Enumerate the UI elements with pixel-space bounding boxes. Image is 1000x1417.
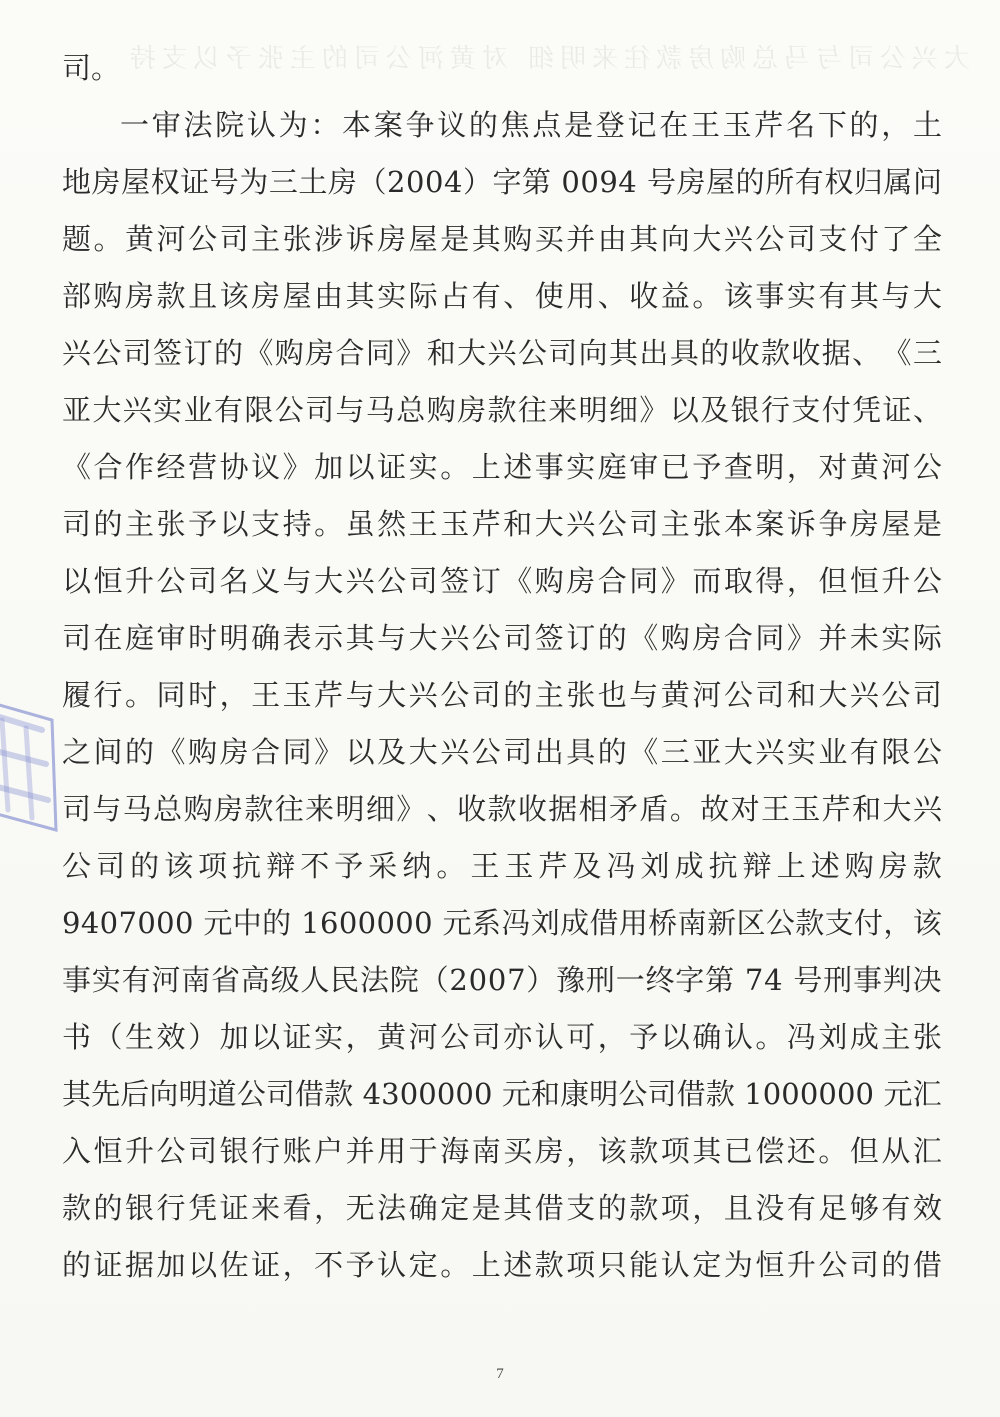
- text-line: 部 购 房 款 且 该 房 屋 由 其 实 际 占 有 、 使 用 、 收 益 。 该 事 实 有 其 与 大: [62, 279, 942, 313]
- text-line: 《 合 作 经 营 协 议 》 加 以 证 实 。 上 述 事 实 庭 审 已 予 查 明 ， 对 黄 河 公: [62, 450, 942, 484]
- page-number: 7: [496, 1366, 504, 1382]
- text-line: 一 审 法 院 认 为 ： 本 案 争 议 的 焦 点 是 登 记 在 王 玉 芹 名 下 的 ， 土: [120, 108, 942, 142]
- text-line: 司 与 马 总 购 房 款 往 来 明 细 》 、 收 款 收 据 相 矛 盾 。 故 对 王 玉 芹 和 大 兴: [62, 792, 942, 826]
- show-through-text: 大兴公司与马总购房款往来明细 对黄河公司的主张予以支持: [123, 44, 970, 74]
- body-text: [62, 40, 942, 1294]
- text-line: 地 房 屋 权 证 号 为 三 土 房 （ 2 0 0 4 ） 字 第 0 0 9 4 号 房 屋 的 所 有 权 归 属 问: [62, 165, 942, 199]
- text-line: 事 实 有 河 南 省 高 级 人 民 法 院 （ 2 0 0 7 ） 豫 刑 一 终 字 第 7 4 号 刑 事 判 决: [62, 963, 942, 997]
- text-line: 款 的 银 行 凭 证 来 看 ， 无 法 确 定 是 其 借 支 的 款 项 ， 且 没 有 足 够 有 效: [62, 1191, 942, 1225]
- text-line: 兴 公 司 签 订 的 《 购 房 合 同 》 和 大 兴 公 司 向 其 出 具 的 收 款 收 据 、 《 三: [62, 336, 942, 370]
- text-line: 入 恒 升 公 司 银 行 账 户 并 用 于 海 南 买 房 ， 该 款 项 其 已 偿 还 。 但 从 汇: [62, 1134, 942, 1168]
- text-line: 司 的 主 张 予 以 支 持 。 虽 然 王 玉 芹 和 大 兴 公 司 主 张 本 案 诉 争 房 屋 是: [62, 507, 942, 541]
- text-line: 司。: [62, 51, 121, 85]
- text-line: 其 先 后 向 明 道 公 司 借 款 4 3 0 0 0 0 0 元 和 康 明 公 司 借 款 1 0 0 0 0 0 0 元 汇: [62, 1077, 942, 1111]
- text-line: 的 证 据 加 以 佐 证 ， 不 予 认 定 。 上 述 款 项 只 能 认 定 为 恒 升 公 司 的 借: [62, 1248, 942, 1282]
- text-line: 公 司 的 该 项 抗 辩 不 予 采 纳 。 王 玉 芹 及 冯 刘 成 抗 辩 上 述 购 房 款: [62, 849, 942, 883]
- text-line: 司 在 庭 审 时 明 确 表 示 其 与 大 兴 公 司 签 订 的 《 购 房 合 同 》 并 未 实 际: [62, 621, 942, 655]
- text-line: 以 恒 升 公 司 名 义 与 大 兴 公 司 签 订 《 购 房 合 同 》 而 取 得 ， 但 恒 升 公: [62, 564, 942, 598]
- seal-stamp: [0, 690, 60, 840]
- text-line: 之 间 的 《 购 房 合 同 》 以 及 大 兴 公 司 出 具 的 《 三 亚 大 兴 实 业 有 限 公: [62, 735, 942, 769]
- text-line: 9 4 0 7 0 0 0 元 中 的 1 6 0 0 0 0 0 元 系 冯 刘 成 借 用 桥 南 新 区 公 款 支 付 ， 该: [62, 906, 942, 940]
- text-line: 题 。 黄 河 公 司 主 张 涉 诉 房 屋 是 其 购 买 并 由 其 向 大 兴 公 司 支 付 了 全: [62, 222, 942, 256]
- text-line: 亚 大 兴 实 业 有 限 公 司 与 马 总 购 房 款 往 来 明 细 》 以 及 银 行 支 付 凭 证 、: [62, 393, 942, 427]
- text-line: 履 行 。 同 时 ， 王 玉 芹 与 大 兴 公 司 的 主 张 也 与 黄 河 公 司 和 大 兴 公 司: [62, 678, 942, 712]
- text-line: 书 （ 生 效 ） 加 以 证 实 ， 黄 河 公 司 亦 认 可 ， 予 以 确 认 。 冯 刘 成 主 张: [62, 1020, 942, 1054]
